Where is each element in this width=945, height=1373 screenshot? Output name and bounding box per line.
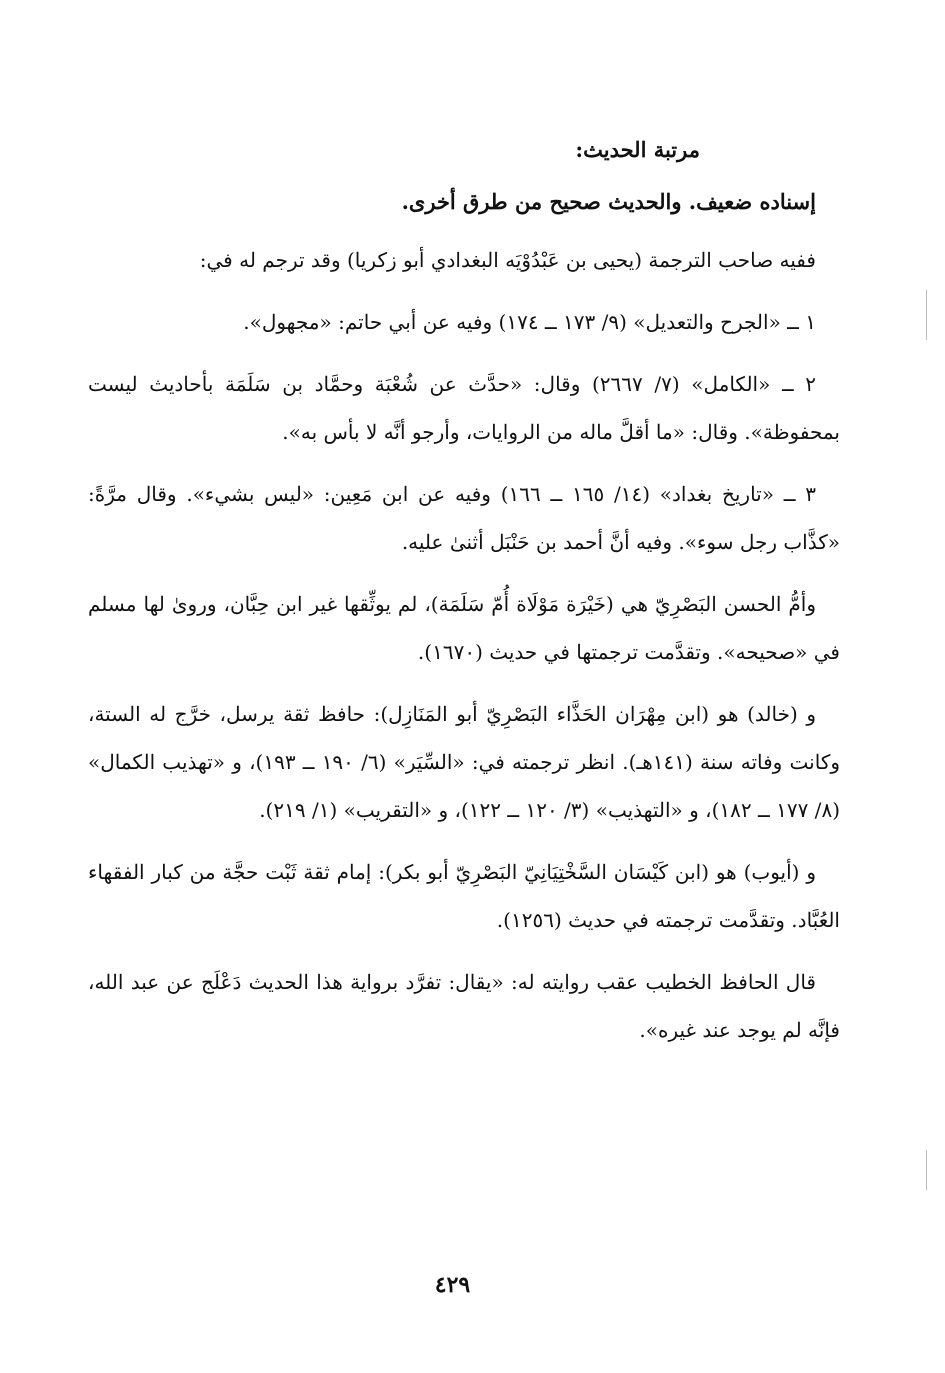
paragraph-mother-of-hasan: وأمُّ الحسن البَصْرِيّ هي (خَيْرَة مَوْلَاة أُمّ سَلَمَة)، لم يوثِّقها غير ابن حِبَّان، وروىٰ لها مسلم في «صحيحه». وتقدَّمت ترجمتها في حديث (١٦٧٠). [88,592,840,664]
paragraph-ayyub: و (أيوب) هو (ابن كَيْسَان السَّخْتِيَانِيّ البَصْرِيّ أبو بكر): إمام ثقة ثَبْت حجَّة من كبار الفقهاء العُبَّاد. وتقدَّمت ترجمته في حديث (١٢٥٦). [88,860,840,932]
paragraph-khatib-quote: قال الحافظ الخطيب عقب روايته له: «يقال: تفرَّد برواية هذا الحديث دَعْلَج عن عبد الله، فإنَّه لم يوجد عند غيره». [88,970,840,1042]
page-content [88,126,840,1068]
page-edge-mark [926,1150,927,1190]
page-edge-mark [926,290,927,340]
paragraph-khalid: و (خالد) هو (ابن مِهْرَان الحَذَّاء البَصْرِيّ أبو المَنَازِل): حافظ ثقة يرسل، خرَّج له الستة، وكانت وفاته سنة (١٤١هـ). انظر ترجمته في: «السِّيَر» (٦/ ١٩٠ ــ ١٩٣)، و «تهذيب الكمال» (٨/ ١٧٧ ــ ١٨٢)، و «التهذيب» (٣/ ١٢٠ ــ ١٢٢)، و «التقريب» (١/ ٢١٩). [88,702,840,822]
paragraph-narrator: ففيه صاحب الترجمة (يحيى بن عَبْدُوْيَه البغدادي أبو زكريا) وقد ترجم له في: [199,248,816,272]
paragraph-source-1: ١ ــ «الجرح والتعديل» (٩/ ١٧٣ ــ ١٧٤) وفيه عن أبي حاتم: «مجهول». [243,310,816,334]
section-heading: مرتبة الحديث: [575,137,700,162]
paragraph-source-2: ٢ ــ «الكامل» (٧/ ٢٦٦٧) وقال: «حدَّث عن شُعْبَة وحمَّاد بن سَلَمَة بأحاديث ليست بمحفوظة». وقال: «ما أقلَّ ماله من الروايات، وأرجو أنَّه لا بأس به». [88,372,840,444]
grading-statement: إسناده ضعيف. والحديث صحيح من طرق أخرى. [401,189,816,214]
paragraph-source-3: ٣ ــ «تاريخ بغداد» (١٤/ ١٦٥ ــ ١٦٦) وفيه عن ابن مَعِين: «ليس بشيء». وقال مرَّةً: «كذَّاب رجل سوء». وفيه أنَّ أحمد بن حَنْبَل أثنىٰ عليه. [88,482,840,554]
page-number: ٤٢٩ [434,1272,471,1298]
